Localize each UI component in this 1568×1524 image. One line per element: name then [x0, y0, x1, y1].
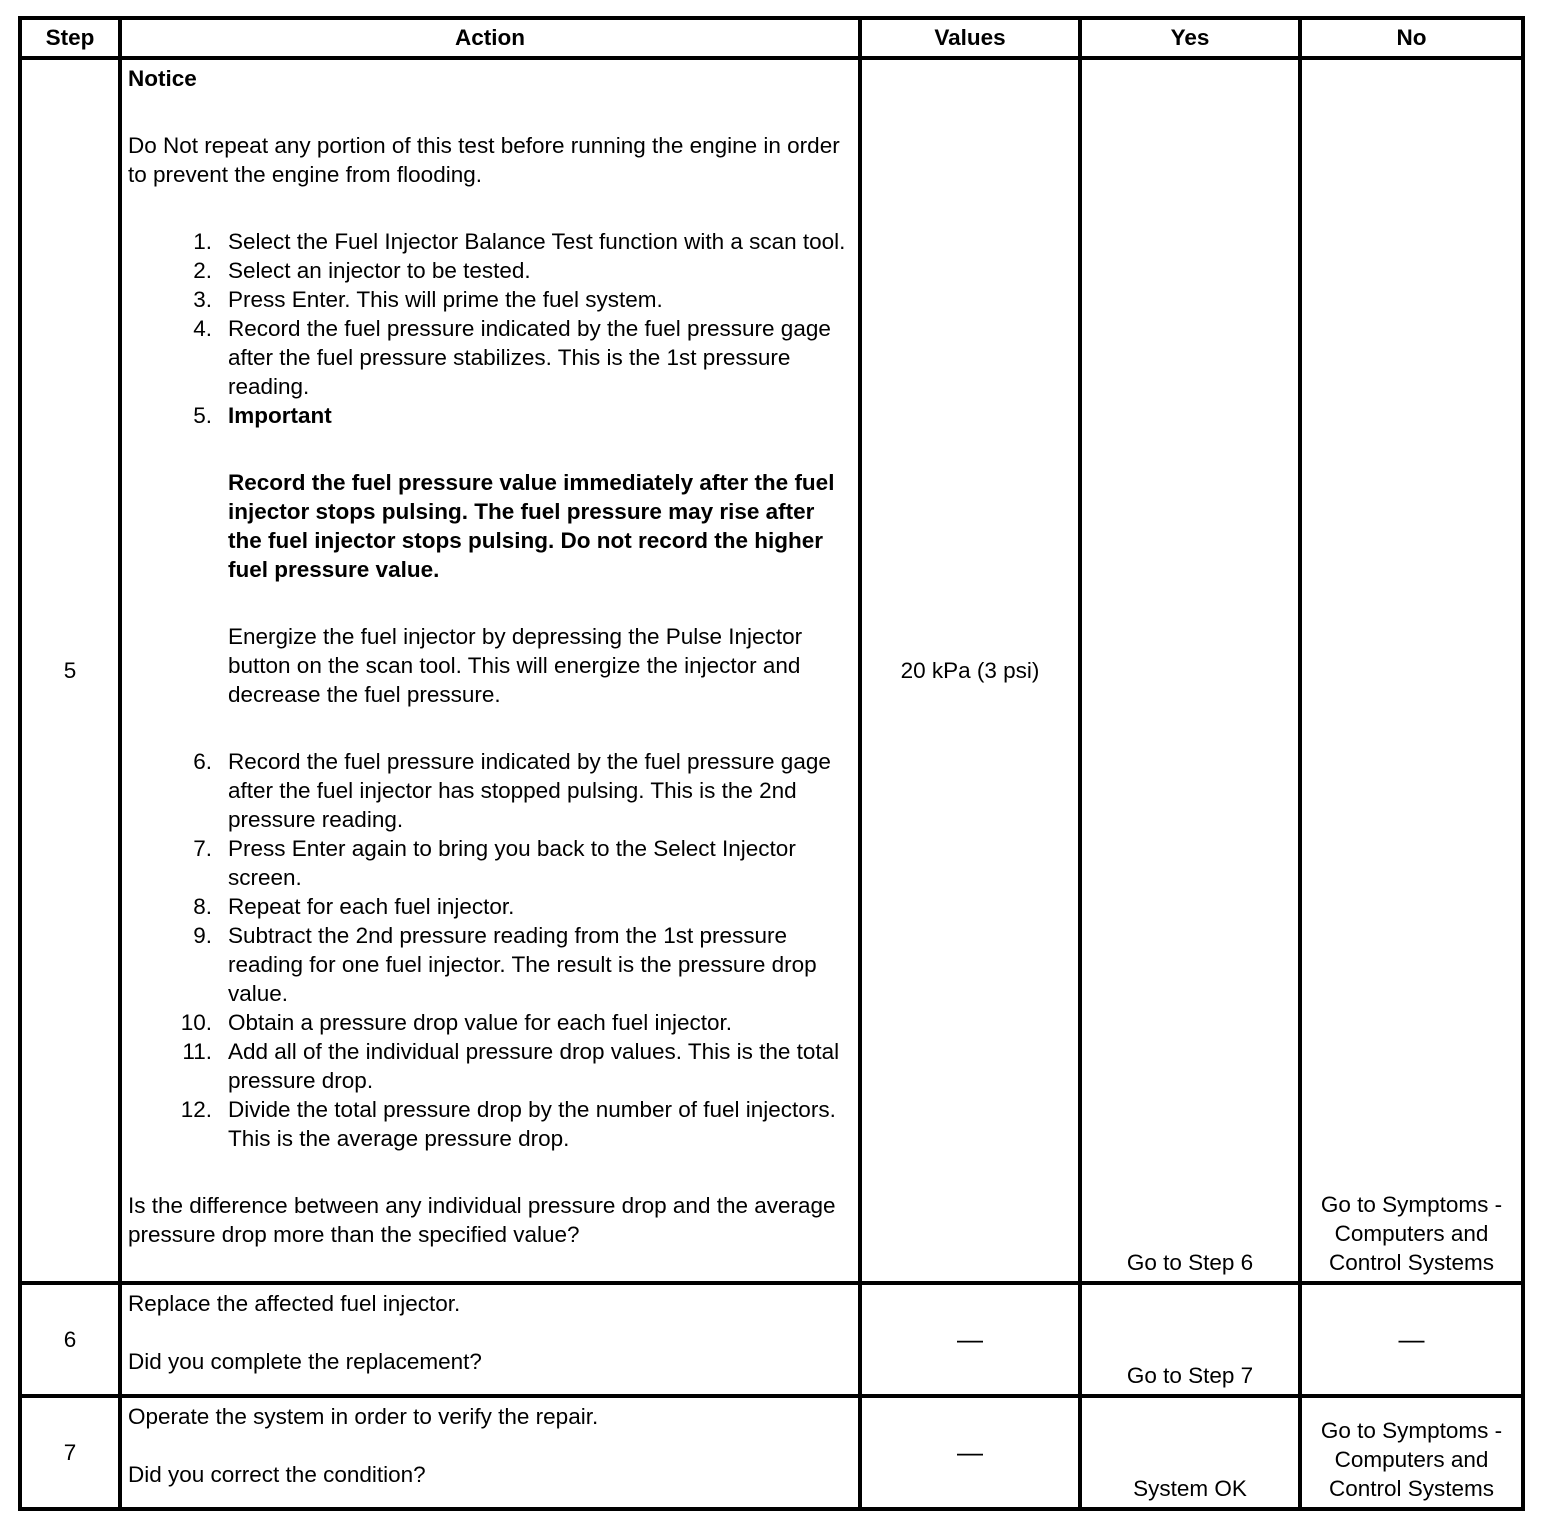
step-number: 6 [20, 1283, 120, 1396]
values-cell: — [860, 1283, 1080, 1396]
header-values: Values [860, 18, 1080, 58]
values-cell: — [860, 1396, 1080, 1509]
action-cell [120, 1396, 860, 1509]
list-item: 11. Add all of the individual pressure drop values. This is the total pressure drop. [182, 1039, 840, 1093]
no-cell: Go to Symptoms - Computers and Control Systems [1300, 58, 1523, 1283]
action-cell [120, 1283, 860, 1396]
list-item: 12. Divide the total pressure drop by the number of fuel injectors. This is the average pressure drop. [180, 1097, 836, 1151]
values-cell: 20 kPa (3 psi) [860, 58, 1080, 1283]
important-title: Important [228, 403, 332, 428]
step-number: 7 [20, 1396, 120, 1509]
question-text: Did you correct the condition? [128, 1462, 426, 1487]
table-row [20, 58, 1523, 1283]
action-text: Replace the affected fuel injector. [128, 1291, 461, 1316]
list-item: 2. Select an injector to be tested. [193, 258, 531, 283]
header-no: No [1300, 18, 1523, 58]
step-text: Energize the fuel injector by depressing the Pulse Injector button on the scan tool. This will energize the injector and decrease the fuel pressure. [228, 624, 803, 707]
list-item: 5. Important Record the fuel pressure value immediately after the fuel injector stops pulsing. The fuel pressure may rise after the fuel injector stops pulsing. Do not record the higher fuel pressure value. Energize the fuel injector by depressing the Pulse Injector button on the scan tool. This will energize the injector and decrease the fuel pressure. [128, 401, 852, 747]
list-item: 1. Select the Fuel Injector Balance Test function with a scan tool. [193, 229, 846, 254]
list-item: 4. Record the fuel pressure indicated by the fuel pressure gage after the fuel pressure stabilizes. This is the 1st pressure reading. [193, 316, 831, 399]
notice-text: Do Not repeat any portion of this test before running the engine in order to prevent the engine from flooding. [128, 133, 840, 187]
step-number: 5 [20, 58, 120, 1283]
yes-cell: Go to Step 7 [1080, 1283, 1300, 1396]
list-item: 8. Repeat for each fuel injector. [193, 894, 515, 919]
header-yes: Yes [1080, 18, 1300, 58]
important-text: Record the fuel pressure value immediately after the fuel injector stops pulsing. The fuel pressure may rise after the fuel injector stops pulsing. Do not record the higher fuel pressure value. [228, 470, 835, 582]
yes-cell: System OK [1080, 1396, 1300, 1509]
table-row [20, 1396, 1523, 1509]
action-cell [120, 58, 860, 1283]
header-action: Action [120, 18, 860, 58]
no-cell: — [1300, 1283, 1523, 1396]
list-item: 7. Press Enter again to bring you back to the Select Injector screen. [193, 836, 796, 890]
header-step: Step [20, 18, 120, 58]
list-item: 10. Obtain a pressure drop value for each fuel injector. [180, 1010, 733, 1035]
no-cell: Go to Symptoms - Computers and Control Systems [1300, 1396, 1523, 1509]
header-row [20, 18, 1523, 58]
list-item: 3. Press Enter. This will prime the fuel system. [193, 287, 663, 312]
question-text: Is the difference between any individual pressure drop and the average pressure drop more than the specified value? [128, 1193, 836, 1247]
action-text: Operate the system in order to verify the repair. [128, 1404, 599, 1429]
list-item: 6. Record the fuel pressure indicated by the fuel pressure gage after the fuel injector has stopped pulsing. This is the 2nd pressure reading. [193, 749, 831, 832]
diagnostic-table [18, 16, 1525, 1511]
notice-title: Notice [128, 66, 197, 91]
question-text: Did you complete the replacement? [128, 1349, 482, 1374]
procedure-list [128, 227, 852, 1153]
yes-cell: Go to Step 6 [1080, 58, 1300, 1283]
list-item: 9. Subtract the 2nd pressure reading from the 1st pressure reading for one fuel injector. The result is the pressure drop value. [193, 923, 817, 1006]
table-row [20, 1283, 1523, 1396]
